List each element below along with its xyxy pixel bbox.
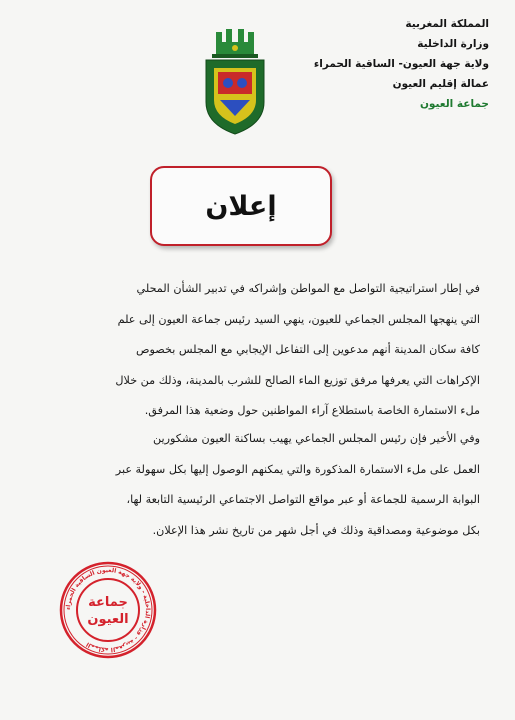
header-line-ministry: وزارة الداخلية [417, 38, 489, 50]
paragraph-line: البوابة الرسمية للجماعة أو عبر مواقع التواصل الاجتماعي الرئيسية التابعة لها، [126, 493, 480, 506]
stamp-center-line-1: جماعة [88, 595, 128, 610]
commune-coat-of-arms-icon [202, 24, 268, 136]
paragraph-line: في إطار استراتيجية التواصل مع المواطن وإشراكه في تدبير الشأن المحلي [136, 282, 480, 295]
paragraph-line: ملء الاستمارة الخاصة باستطلاع آراء المواطنين حول وضعية هذا المرفق. [144, 404, 480, 417]
paragraph-line: وفي الأخير فإن رئيس المجلس الجماعي يهيب بساكنة العيون مشكورين [152, 432, 480, 445]
stamp-center-line-2: العيون [87, 612, 129, 627]
paragraph-line: بكل موضوعية ومصداقية وذلك في أجل شهر من تاريخ نشر هذا الإعلان. [152, 523, 480, 537]
paragraph-line: كافة سكان المدينة أنهم مدعوين إلى التفاعل الإيجابي مع المجلس بخصوص [135, 343, 480, 356]
announcement-title-box [150, 166, 332, 246]
paragraph-closing [34, 424, 480, 546]
official-stamp [58, 560, 158, 660]
announcement-title: إعلان [205, 190, 277, 222]
header-line-commune: جماعة العيون [419, 98, 489, 110]
paragraph-line: التي ينهجها المجلس الجماعي للعيون، ينهي السيد رئيس جماعة العيون إلى علم [117, 312, 480, 326]
paragraph-line: العمل على ملء الاستمارة المذكورة والتي يمكنهم الوصول إليها بكل سهولة عبر [115, 462, 480, 476]
stamp-ring-text: المملكة المغربية - وزارة الداخلية - ولاية جهة العيون الساقية الحمراء [64, 566, 152, 654]
header-line-wilaya: ولاية جهة العيون- الساقية الحمراء [313, 58, 489, 70]
header-line-kingdom: المملكة المغربية [405, 18, 489, 30]
paragraph-line: الإكراهات التي يعرفها مرفق توزيع الماء الصالح للشرب بالمدينة، وذلك من خلال [115, 373, 480, 387]
paragraph-intro [34, 274, 480, 427]
issuing-authority-header [314, 14, 489, 114]
header-line-prefecture: عمالة إقليم العيون [392, 78, 489, 90]
